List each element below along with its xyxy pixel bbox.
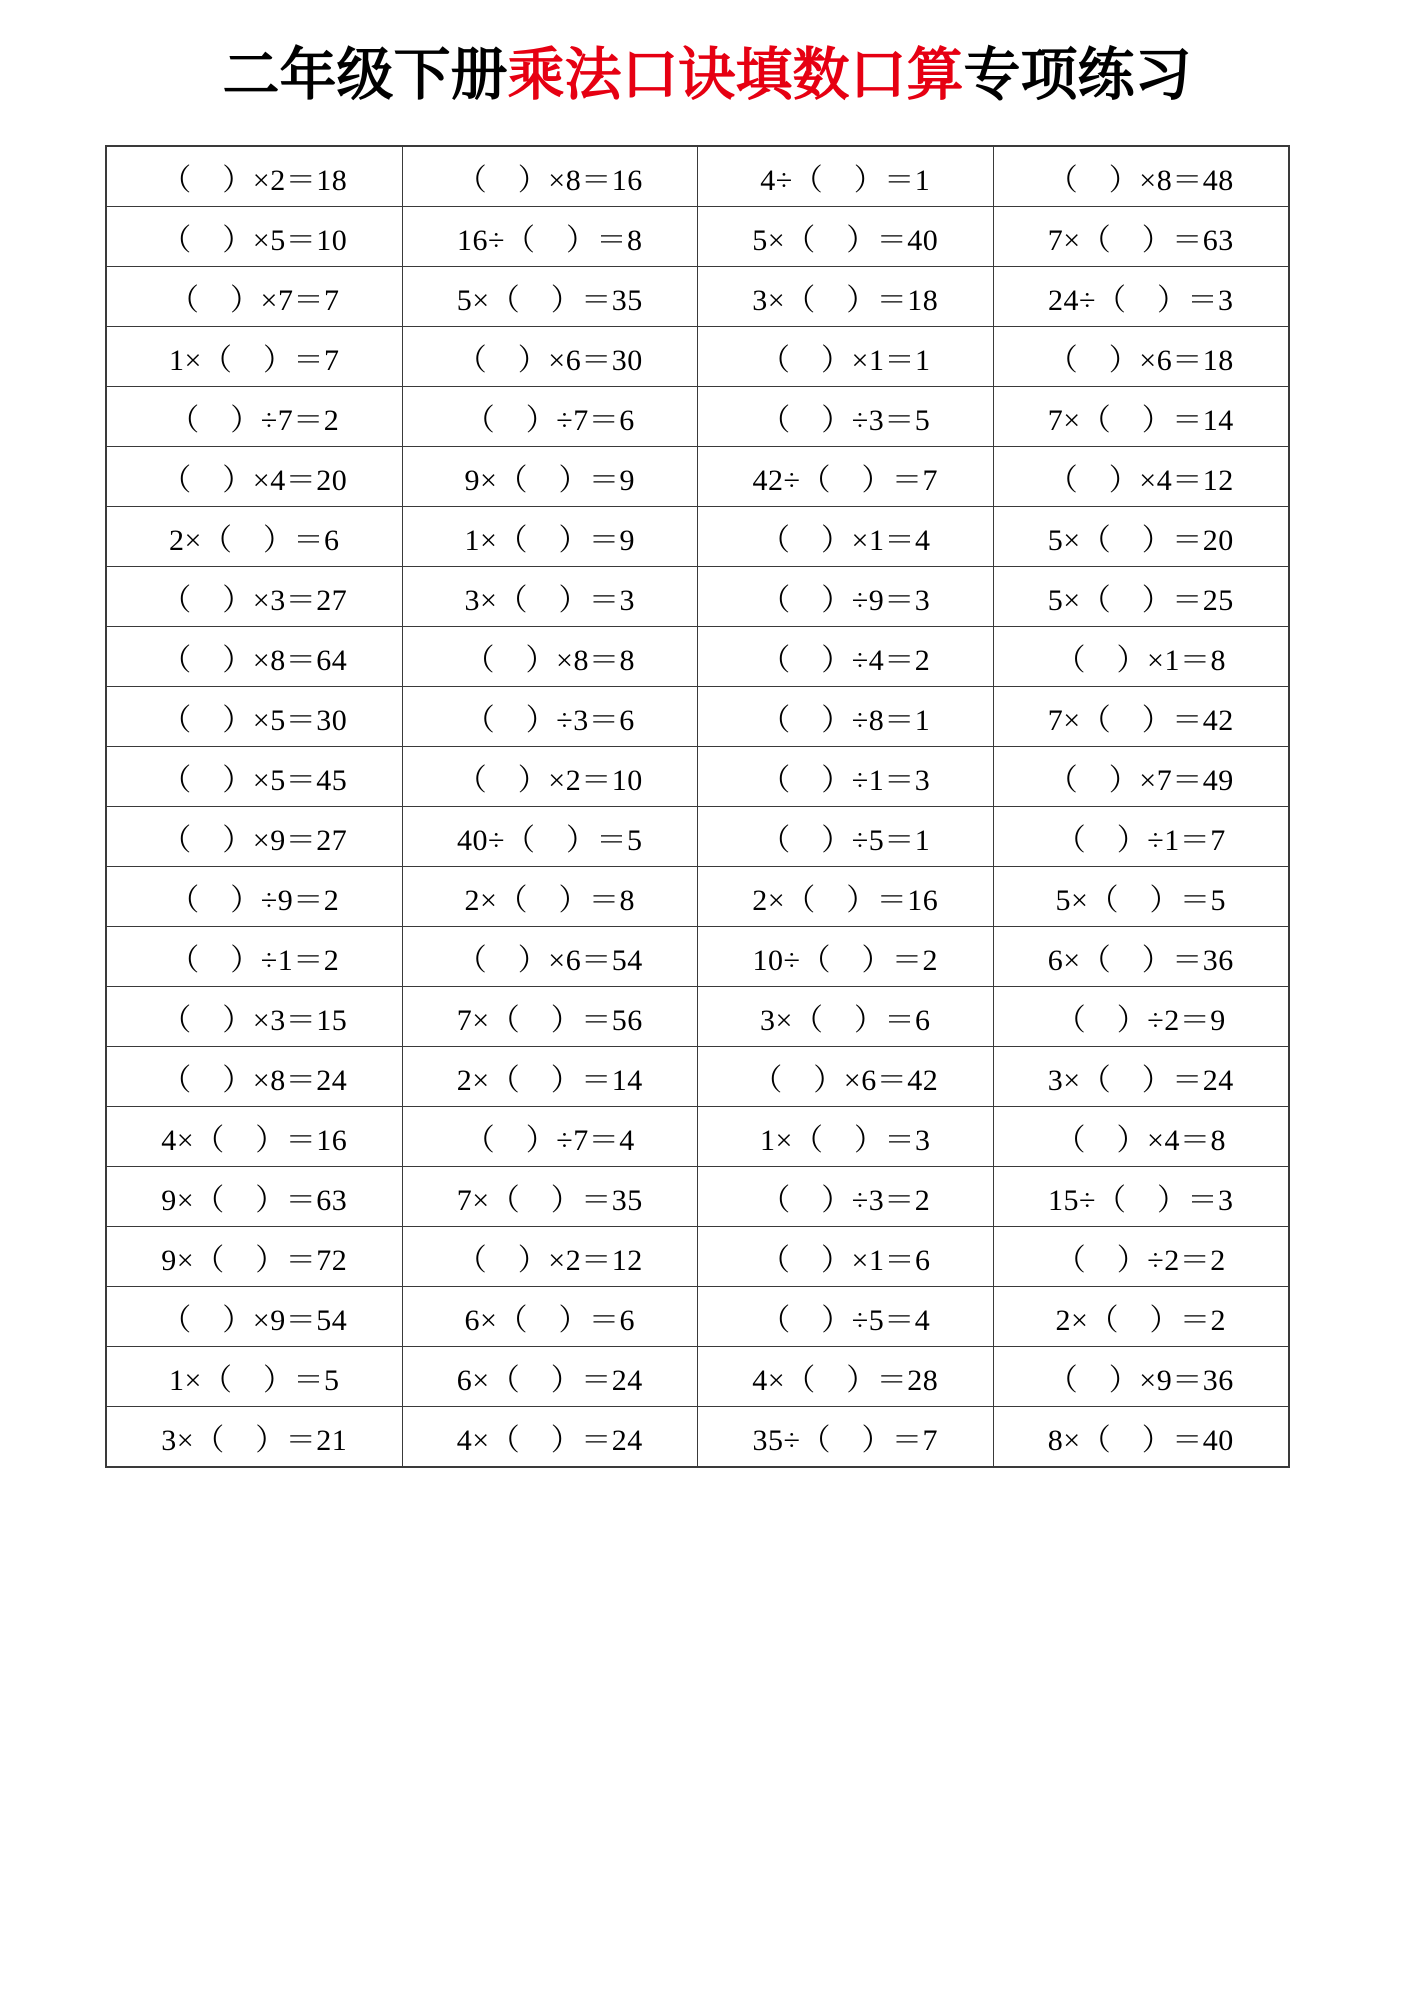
problem-cell[interactable]: （ ）×9＝27 [106, 807, 402, 867]
problem-cell[interactable]: （ ）÷4＝2 [698, 627, 994, 687]
problem-cell[interactable]: （ ）×9＝36 [993, 1347, 1289, 1407]
problem-cell[interactable]: （ ）÷3＝6 [402, 687, 698, 747]
problem-cell[interactable]: 3×（ ）＝18 [698, 267, 994, 327]
table-row [106, 1107, 1289, 1167]
table-row [106, 1287, 1289, 1347]
problem-cell[interactable]: （ ）×4＝12 [993, 447, 1289, 507]
problem-cell[interactable]: （ ）×1＝8 [993, 627, 1289, 687]
problem-cell[interactable]: （ ）÷9＝3 [698, 567, 994, 627]
problem-cell[interactable]: （ ）÷1＝3 [698, 747, 994, 807]
problem-cell[interactable]: （ ）×5＝10 [106, 207, 402, 267]
table-row [106, 146, 1289, 207]
title-suffix: 专项练习 [963, 42, 1192, 108]
problem-cell[interactable]: （ ）×2＝12 [402, 1227, 698, 1287]
problem-cell[interactable]: （ ）×8＝48 [993, 146, 1289, 207]
problem-cell[interactable]: 6×（ ）＝24 [402, 1347, 698, 1407]
problem-cell[interactable]: （ ）÷2＝9 [993, 987, 1289, 1047]
problem-cell[interactable]: （ ）×8＝16 [402, 146, 698, 207]
problem-cell[interactable]: （ ）×6＝18 [993, 327, 1289, 387]
problem-cell[interactable]: 7×（ ）＝63 [993, 207, 1289, 267]
problem-cell[interactable]: （ ）×1＝1 [698, 327, 994, 387]
problem-cell[interactable]: （ ）×7＝49 [993, 747, 1289, 807]
problem-cell[interactable]: （ ）÷3＝2 [698, 1167, 994, 1227]
problem-cell[interactable]: 3×（ ）＝24 [993, 1047, 1289, 1107]
table-row [106, 747, 1289, 807]
problem-cell[interactable]: 15÷（ ）＝3 [993, 1167, 1289, 1227]
problem-cell[interactable]: （ ）÷5＝4 [698, 1287, 994, 1347]
problem-cell[interactable]: 9×（ ）＝72 [106, 1227, 402, 1287]
problem-cell[interactable]: （ ）×9＝54 [106, 1287, 402, 1347]
problem-cell[interactable]: 42÷（ ）＝7 [698, 447, 994, 507]
problem-cell[interactable]: 2×（ ）＝14 [402, 1047, 698, 1107]
problem-cell[interactable]: （ ）×3＝15 [106, 987, 402, 1047]
problem-cell[interactable]: （ ）×8＝64 [106, 627, 402, 687]
problem-cell[interactable]: （ ）×1＝6 [698, 1227, 994, 1287]
problem-cell[interactable]: 1×（ ）＝3 [698, 1107, 994, 1167]
problem-cell[interactable]: （ ）÷1＝2 [106, 927, 402, 987]
problem-cell[interactable]: （ ）×4＝8 [993, 1107, 1289, 1167]
problem-cell[interactable]: （ ）×8＝8 [402, 627, 698, 687]
problem-cell[interactable]: 4×（ ）＝16 [106, 1107, 402, 1167]
problem-cell[interactable]: （ ）÷5＝1 [698, 807, 994, 867]
problem-cell[interactable]: （ ）÷3＝5 [698, 387, 994, 447]
problem-cell[interactable]: （ ）×2＝10 [402, 747, 698, 807]
problem-cell[interactable]: 9×（ ）＝9 [402, 447, 698, 507]
problem-cell[interactable]: （ ）×1＝4 [698, 507, 994, 567]
problem-cell[interactable]: 5×（ ）＝40 [698, 207, 994, 267]
problem-cell[interactable]: （ ）×4＝20 [106, 447, 402, 507]
page-title [0, 40, 1414, 110]
table-row [106, 807, 1289, 867]
problem-cell[interactable]: 3×（ ）＝6 [698, 987, 994, 1047]
problem-cell[interactable]: （ ）÷8＝1 [698, 687, 994, 747]
problem-cell[interactable]: （ ）÷7＝6 [402, 387, 698, 447]
title-highlight: 乘法口诀填数口算 [507, 42, 964, 108]
problem-cell[interactable]: （ ）×3＝27 [106, 567, 402, 627]
table-row [106, 207, 1289, 267]
problems-table-body [106, 146, 1289, 1467]
problem-cell[interactable]: （ ）×8＝24 [106, 1047, 402, 1107]
problem-cell[interactable]: 9×（ ）＝63 [106, 1167, 402, 1227]
problem-cell[interactable]: （ ）÷7＝2 [106, 387, 402, 447]
table-row [106, 447, 1289, 507]
problem-cell[interactable]: （ ）×5＝45 [106, 747, 402, 807]
problem-cell[interactable]: 8×（ ）＝40 [993, 1407, 1289, 1468]
problem-cell[interactable]: 7×（ ）＝42 [993, 687, 1289, 747]
table-row [106, 567, 1289, 627]
problem-cell[interactable]: 7×（ ）＝56 [402, 987, 698, 1047]
problem-cell[interactable]: （ ）÷9＝2 [106, 867, 402, 927]
problem-cell[interactable]: （ ）÷7＝4 [402, 1107, 698, 1167]
problem-cell[interactable]: 10÷（ ）＝2 [698, 927, 994, 987]
problem-cell[interactable]: 4×（ ）＝24 [402, 1407, 698, 1468]
problem-cell[interactable]: 3×（ ）＝3 [402, 567, 698, 627]
table-row [106, 987, 1289, 1047]
problem-cell[interactable]: 2×（ ）＝8 [402, 867, 698, 927]
problem-cell[interactable]: 24÷（ ）＝3 [993, 267, 1289, 327]
table-row [106, 387, 1289, 447]
table-row [106, 927, 1289, 987]
table-row [106, 627, 1289, 687]
problem-cell[interactable]: （ ）÷2＝2 [993, 1227, 1289, 1287]
problem-cell[interactable]: 2×（ ）＝6 [106, 507, 402, 567]
title-prefix: 二年级下册 [222, 42, 508, 108]
table-row [106, 267, 1289, 327]
problem-cell[interactable]: （ ）×2＝18 [106, 146, 402, 207]
problem-cell[interactable]: （ ）×6＝30 [402, 327, 698, 387]
problem-cell[interactable]: 1×（ ）＝9 [402, 507, 698, 567]
problem-cell[interactable]: 16÷（ ）＝8 [402, 207, 698, 267]
problem-cell[interactable]: （ ）÷1＝7 [993, 807, 1289, 867]
problem-cell[interactable]: 1×（ ）＝7 [106, 327, 402, 387]
problem-cell[interactable]: 7×（ ）＝14 [993, 387, 1289, 447]
problem-cell[interactable]: 2×（ ）＝16 [698, 867, 994, 927]
problem-cell[interactable]: （ ）×5＝30 [106, 687, 402, 747]
table-row [106, 1407, 1289, 1468]
problem-cell[interactable]: （ ）×6＝54 [402, 927, 698, 987]
problem-cell[interactable]: 4×（ ）＝28 [698, 1347, 994, 1407]
table-row [106, 1167, 1289, 1227]
table-row [106, 507, 1289, 567]
table-row [106, 1227, 1289, 1287]
problem-cell[interactable]: 3×（ ）＝21 [106, 1407, 402, 1468]
table-row [106, 1347, 1289, 1407]
table-row [106, 327, 1289, 387]
problem-cell[interactable]: 5×（ ）＝20 [993, 507, 1289, 567]
problem-cell[interactable]: 1×（ ）＝5 [106, 1347, 402, 1407]
problem-cell[interactable]: 5×（ ）＝35 [402, 267, 698, 327]
problem-cell[interactable]: （ ）×6＝42 [698, 1047, 994, 1107]
problems-table [105, 145, 1290, 1468]
problem-cell[interactable]: 2×（ ）＝2 [993, 1287, 1289, 1347]
problem-cell[interactable]: 5×（ ）＝5 [993, 867, 1289, 927]
problem-cell[interactable]: （ ）×7＝7 [106, 267, 402, 327]
problem-cell[interactable]: 6×（ ）＝36 [993, 927, 1289, 987]
table-row [106, 687, 1289, 747]
problem-cell[interactable]: 40÷（ ）＝5 [402, 807, 698, 867]
problem-cell[interactable]: 5×（ ）＝25 [993, 567, 1289, 627]
table-row [106, 1047, 1289, 1107]
problem-cell[interactable]: 35÷（ ）＝7 [698, 1407, 994, 1468]
problem-cell[interactable]: 4÷（ ）＝1 [698, 146, 994, 207]
problem-cell[interactable]: 7×（ ）＝35 [402, 1167, 698, 1227]
table-row [106, 867, 1289, 927]
problem-cell[interactable]: 6×（ ）＝6 [402, 1287, 698, 1347]
